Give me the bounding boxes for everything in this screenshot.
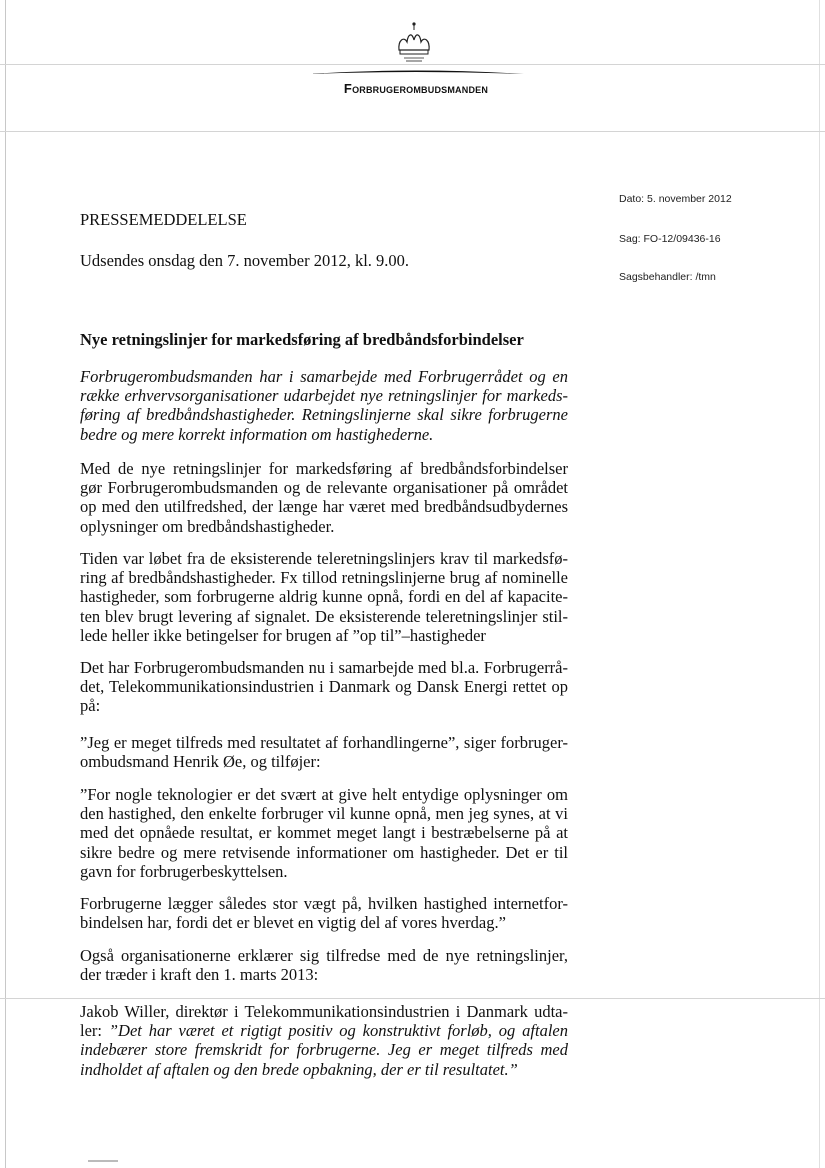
- scan-edge-right: [819, 0, 820, 1168]
- fold-line-bottom: [0, 998, 825, 999]
- scan-artifact: [88, 1160, 118, 1162]
- paragraph-7: Også organisationerne erklærer sig tilfredse med de nye retningslinjer, der træder i kraft den 1. marts 2013:: [80, 946, 568, 985]
- fold-line-header: [0, 131, 825, 132]
- paragraph-6: Forbrugerne lægger således stor vægt på, hvilken hastighed internetfor-bindelsen har, fordi det er blevet en vigtig del af vores hverdag.”: [80, 894, 568, 933]
- paragraph-5: ”For nogle teknologier er det svært at give helt entydige oplysninger om den hastighed, den enkelte forbruger vil kunne opnå, men jeg synes, at vi med det opnåede resultat, er kommet meget langt i bestræbelserne på at sikre bedre og mere retvisende informationer om hastigheder. Det er til gavn for forbrugerbeskyttelsen.: [80, 785, 568, 881]
- headline: Nye retningslinjer for markedsføring af bredbåndsforbindelser: [80, 330, 524, 349]
- paragraph-1: Med de nye retningslinjer for markedsføring af bredbåndsforbindelser gør Forbrugerombudsmanden og de relevante organisationer på området op med den utilfredshed, der længe har været med bredbåndsudbydernes oplysninger om bredbåndshastigheder.: [80, 459, 568, 536]
- logo-swoosh: [308, 67, 524, 77]
- press-release-label: PRESSEMEDDELELSE: [80, 210, 247, 229]
- meta-case-number: Sag: FO-12/09436-16: [619, 233, 721, 245]
- fold-line-top: [0, 64, 825, 65]
- org-name: Forbrugerombudsmanden: [343, 81, 489, 96]
- paragraph-3: Det har Forbrugerombudsmanden nu i samarbejde med bl.a. Forbrugerrå-det, Telekommunikationsindustrien i Danmark og Dansk Energi rettet op på:: [80, 658, 568, 716]
- paragraph-4: ”Jeg er meget tilfreds med resultatet af forhandlingerne”, siger forbruger-ombudsmand Henrik Øe, og tilføjer:: [80, 733, 568, 772]
- meta-handler: Sagsbehandler: /tmn: [619, 271, 716, 283]
- meta-date: Dato: 5. november 2012: [619, 193, 732, 205]
- scan-edge-left: [5, 0, 6, 1168]
- quote-attribution: Jakob Willer, direktør i Telekommunikationsindustrien i Danmark udta-ler:: [80, 1002, 568, 1041]
- release-time: Udsendes onsdag den 7. november 2012, kl. 9.00.: [80, 251, 410, 270]
- paragraph-2: Tiden var løbet fra de eksisterende teleretningslinjers krav til markedsfø-ring af bredbåndshastigheder. Fx tillod retningslinjerne brug af nominelle hastigheder, som forbrugerne aldrig kunne opnå, fordi en del af kapacite-ten blev brugt levering af signalet. De eksisterende teleretningslinjer stil-lede heller ikke betingelser for brugen af ”op til”–hastigheder: [80, 549, 568, 645]
- quote-text: ”Det har været et rigtigt positiv og konstruktivt forløb, og aftalen indebærer store fremskridt for forbrugerne. Jeg er meget tilfreds med indholdet af aftalen og den brede opbakning, der er til resultatet.”: [80, 1021, 568, 1079]
- lead-paragraph: Forbrugerombudsmanden har i samarbejde med Forbrugerrådet og en række erhvervsorganisationer udarbejdet nye retningslinjer for markeds-føring af bredbåndshastigheder. Retningslinjerne skal sikre forbrugerne bedre og mere korrekt information om hastighederne.: [80, 367, 568, 444]
- paragraph-8: [80, 1002, 568, 1079]
- crown-icon: [392, 20, 436, 64]
